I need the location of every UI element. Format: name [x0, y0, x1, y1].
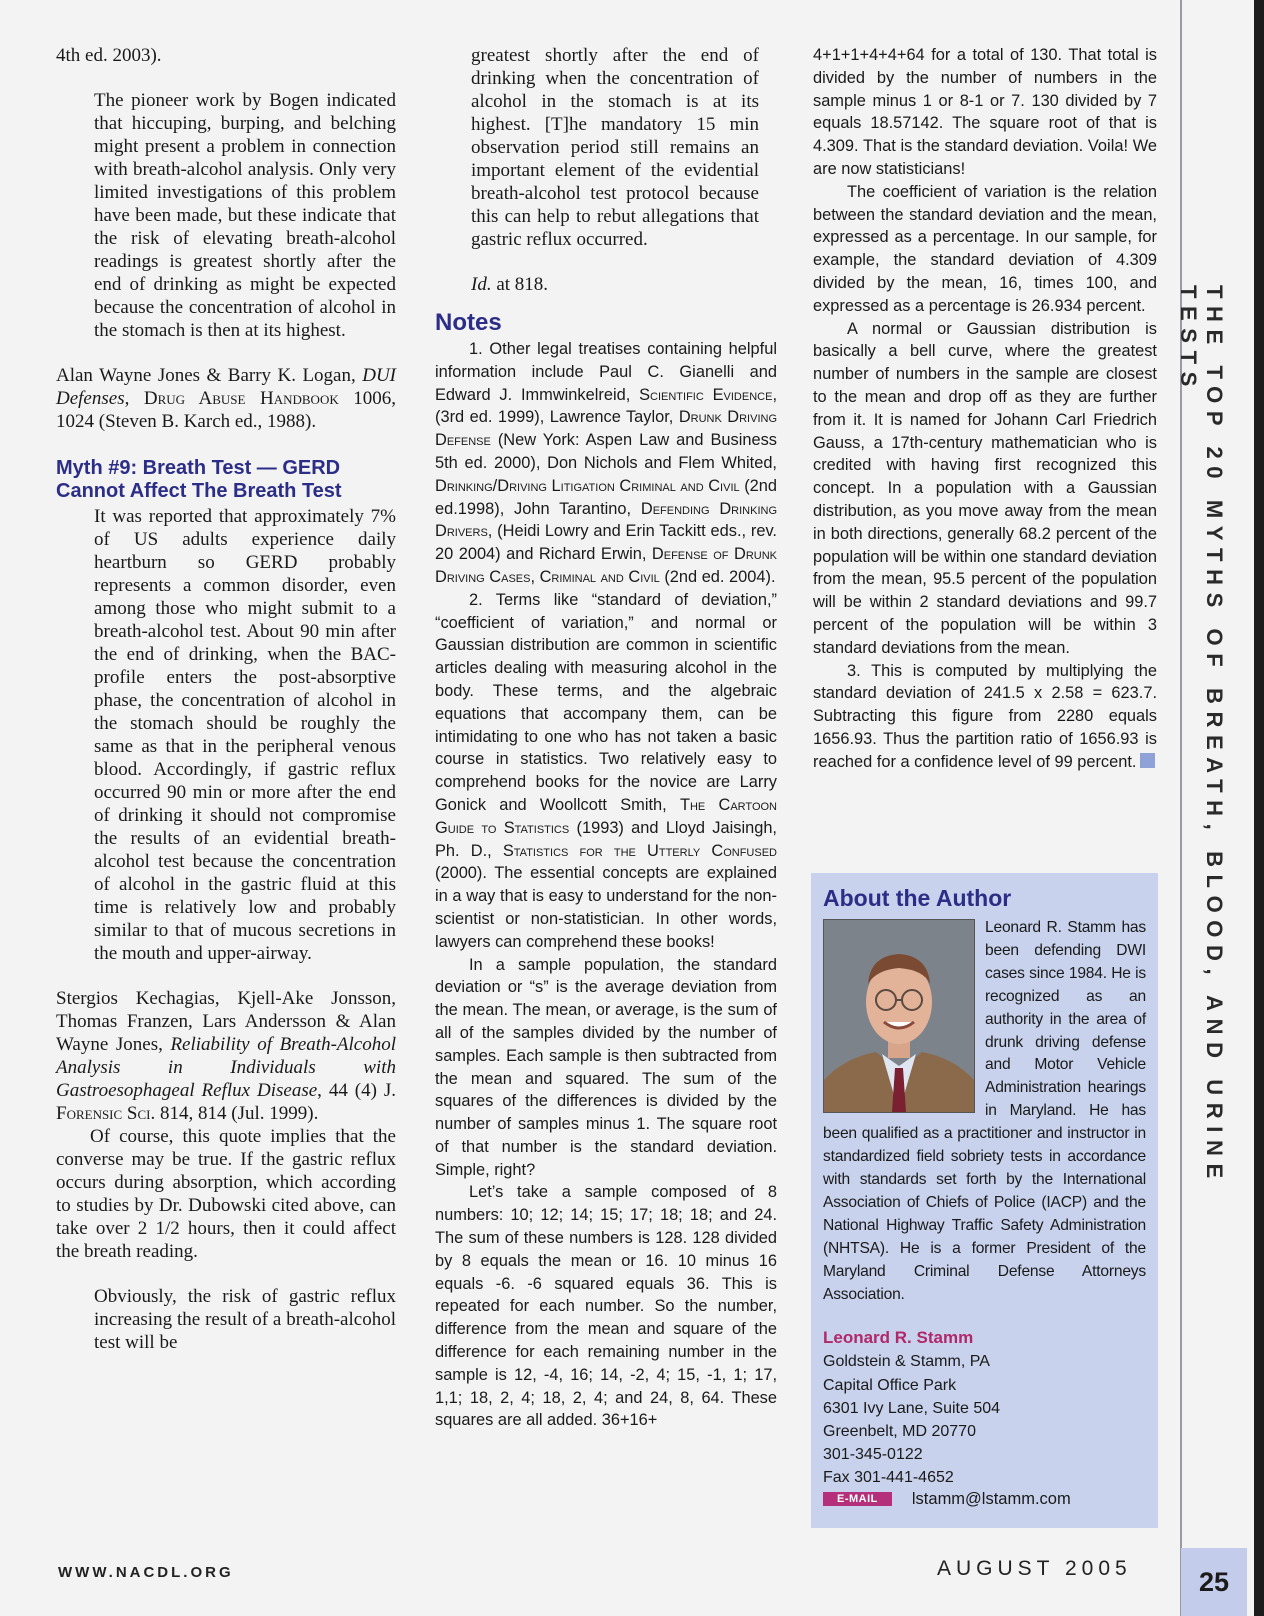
author-city: Greenbelt, MD 20770 [823, 1423, 976, 1441]
author-street: 6301 Ivy Lane, Suite 504 [823, 1399, 1001, 1417]
note-text: 2. Terms like “standard of deviation,” “coefficient of variation,” and normal or Gaussian distribution are common in scientific articles dealing with measuring alcohol in the body. These terms, and the algebraic equations that accompany them, can be intimidating to one who has not taken a basic course in statistics. Two relatively easy to comprehend books for the novice are Larry Gonick and Woollcott Smith, [435, 590, 777, 814]
note-source: The Cartoon Guide to Statistics [435, 795, 777, 837]
note-2-paragraph: Let’s take a sample composed of 8 numbers: 10; 12; 14; 15; 17; 18; 18; and 24. The sum of these numbers is 128. 128 divided by 8 equals the mean or 16. 10 minus 16 equals -6. -6 squared equals 36. This is repeated for each number. So the number, difference from the mean and square of the difference for each remaining number in the sample is 12, -4, 16; 14, -2, 4; 15, -1, 1; 17, 1,1; 18, 2, 4; 18, 2, 4; and 24, 8, 64. These squares are all added. 36+16+ [435, 1183, 777, 1430]
author-office: Capital Office Park [823, 1376, 957, 1394]
note-text: (2nd ed.1998), John Tarantino, [435, 476, 777, 518]
citation-text: , [124, 388, 144, 409]
block-quote: The pioneer work by Bogen indicated that hiccuping, burping, and belching might present a problem in connection with breath-alcohol analysis. Only very limited investigations of this problem have been made, but these indicate that the risk of elevating breath-alcohol readings is greatest shortly after the end of drinking as might be expected because the concentration of alcohol in the stomach is then at its highest. [94, 90, 396, 341]
citation-text: Alan Wayne Jones & Barry K. Logan, [56, 365, 363, 386]
note-source: Defense of Drunk Driving Cases, Criminal and Civil [435, 545, 777, 586]
citation [56, 364, 396, 433]
author-bio: Leonard R. Stamm has been defending DWI cases since 1984. He is recognized as an authority in the area of drunk driving defense and Motor Vehicle Administration hearings in Maryland. He has been qualified as a practitioner and instructor in standardized field sobriety tests in accordance with standards set forth by the International Association of Chiefs of Police (IACP) and the National Highway Traffic Safety Administration (NHTSA). He is a former President of the Maryland Criminal Defense Attorneys Association. [823, 919, 1146, 1303]
footer-date: AUGUST 2005 [937, 1557, 1132, 1580]
note-source: Scientific Evidence [639, 385, 773, 404]
note-1 [435, 338, 777, 589]
note-text: (New York: Aspen Law and Business 5th ed. 2000), Don Nichols and Flem Whited, [435, 431, 777, 472]
paragraph: A normal or Gaussian distribution is basically a bell curve, where the greatest number of numbers in the sample are closest to the mean and drop off as they are further from it. It is named for Johann Carl Friedrich Gauss, a 17th-century mathematician who is credited with having first recognized this concept. In a population with a Gaussian distribution, as you move away from the mean in both directions, generally 68.2 percent of the population will be within one standard deviation from the mean, 95.5 percent of the population will be within 2 standard deviations and 99.7 percent of the population will be within 3 standard deviations from the mean. [813, 319, 1157, 657]
author-phone: 301-345-0122 [823, 1446, 923, 1464]
author-portrait-image [824, 920, 974, 1112]
note-source: Drunk Driving Defense [435, 408, 777, 450]
email-badge: E-MAIL [823, 1492, 892, 1506]
block-quote: It was reported that approximately 7% of US adults experience daily heartburn so GERD probably represents a common disorder, even among those who might submit to a breath-alcohol test. About 90 min after the end of drinking, when the BAC-profile enters the post-absorptive phase, the concentration of alcohol in the stomach should be roughly the same as that in the peripheral venous blood. Accordingly, if gastric reflux occurred 90 min or more after the end of drinking it should not compromise the results of an evidential breath-alcohol test because the concentration of alcohol in the gastric fluid at this time is relatively low and probably similar to that of mucous secretions in the mouth and upper-airway. [94, 506, 396, 964]
note-text: 3. This is computed by multiplying the standard deviation of 241.5 x 2.58 = 623.7. Subtracting this figure from 2280 equals 1656.93. Thus the partition ratio of 1656.93 is reached for a confidence level of 99 percent. [813, 661, 1157, 771]
citation [471, 273, 777, 296]
myth-heading: Myth #9: Breath Test — GERD Cannot Affect The Breath Test [56, 457, 342, 502]
about-title: About the Author [823, 885, 1012, 911]
page-number: 25 [1181, 1548, 1247, 1616]
end-mark-icon [1140, 753, 1155, 768]
note-text: (1993) and Lloyd Jaisingh, Ph. D., [435, 818, 777, 860]
column-2 [435, 44, 777, 1432]
author-name: Leonard R. Stamm [823, 1328, 974, 1348]
note-3 [813, 660, 1157, 774]
paragraph: Of course, this quote implies that the converse may be true. If the gastric reflux occurs during absorption, which according to studies by Dr. Dubowski cited above, can take over 2 1/2 hours, then it could affect the breath reading. [56, 1126, 396, 1262]
column-3 [813, 44, 1157, 774]
citation [56, 987, 396, 1125]
note-source: Drinking/Driving Litigation Criminal and Civil [435, 476, 740, 495]
note-source: Defending Drinking Drivers [435, 499, 777, 541]
note-text: (2000). The essential concepts are explained in a way that is easy to understand for the non-scientist or non-statistician. In other words, lawyers can comprehend these books! [435, 864, 777, 951]
citation-text: at 818. [491, 274, 549, 295]
note-2-paragraph: In a sample population, the standard deviation or “s” is the average deviation from the mean. The mean, or average, is the sum of all of the samples divided by the number of samples. Each sample is then subtracted from the mean and squared. The sum of the squares of the differences is divided by the number of samples minus 1. The square root of that number is the standard deviation. Simple, right? [435, 955, 777, 1179]
paragraph: The coefficient of variation is the relation between the standard deviation and the mean, expressed as a percentage. In our sample, for example, the standard deviation of 4.309 divided by the mean, 16, times 100, and expressed as a percentage is 26.934 percent. [813, 182, 1157, 315]
note-text: , (3rd ed. 1999), Lawrence Taylor, [435, 385, 777, 427]
citation-text: 814, 814 (Jul. 1999). [155, 1103, 319, 1124]
note-text: (2nd ed. 2004). [659, 567, 776, 586]
paragraph: 4th ed. 2003). [56, 45, 162, 66]
author-photo [823, 919, 975, 1113]
email-row [823, 1490, 1146, 1509]
footer-url[interactable]: WWW.NACDL.ORG [58, 1564, 234, 1581]
citation-source: Forensic Sci. [56, 1103, 156, 1124]
block-quote: greatest shortly after the end of drinking when the concentration of alcohol in the stomach is at its highest. [T]he mandatory 15 min observation period still remains an important element of the evidential breath-alcohol test protocol because this can help to rebut allegations that gastric reflux occurred. [471, 45, 759, 250]
note-text: , (Heidi Lowry and Erin Tackitt eds., rev. 20 2004) and Richard Erwin, [435, 522, 777, 564]
paragraph: 4+1+1+4+4+64 for a total of 130. That total is divided by the number of numbers in the sample minus 1 or 8-1 or 7. 130 divided by 7 equals 18.57142. The square root of that is 4.309. That is the standard deviation. Voila! We are now statisticians! [813, 46, 1157, 178]
author-email[interactable]: lstamm@lstamm.com [911, 1489, 1071, 1508]
citation-text: 1006, 1024 (Steven B. Karch ed., 1988). [56, 388, 397, 432]
running-title: THE TOP 20 MYTHS OF BREATH, BLOOD, AND URINE TESTS [1176, 285, 1227, 1186]
citation-title: DUI Defenses [56, 365, 396, 409]
column-1 [56, 44, 396, 1354]
about-author-box [811, 873, 1158, 1528]
page-edge [1254, 0, 1264, 1616]
citation-text: , 44 (4) J. [317, 1080, 396, 1101]
note-text: 1. Other legal treatises containing helpful information include Paul C. Gianelli and Edward J. Immwinkelreid, [435, 340, 777, 404]
sidebar-divider [1180, 0, 1182, 1616]
note-source: Statistics for the Utterly Confused [502, 841, 777, 860]
citation-id: Id. [471, 274, 492, 295]
citation-source: Drug Abuse Handbook [143, 388, 339, 409]
citation-text: Stergios Kechagias, Kjell-Ake Jonsson, Thomas Franzen, Lars Andersson & Alan Wayne Jones, [56, 988, 396, 1055]
block-quote: Obviously, the risk of gastric reflux increasing the result of a breath-alcohol test will be [94, 1286, 396, 1353]
notes-heading: Notes [435, 309, 502, 336]
note-2 [435, 589, 777, 954]
author-firm: Goldstein & Stamm, PA [823, 1353, 990, 1371]
author-fax: Fax 301-441-4652 [823, 1469, 954, 1487]
citation-title: Reliability of Breath-Alcohol Analysis in Individuals with Gastroesophageal Reflux Disease [56, 1034, 397, 1101]
